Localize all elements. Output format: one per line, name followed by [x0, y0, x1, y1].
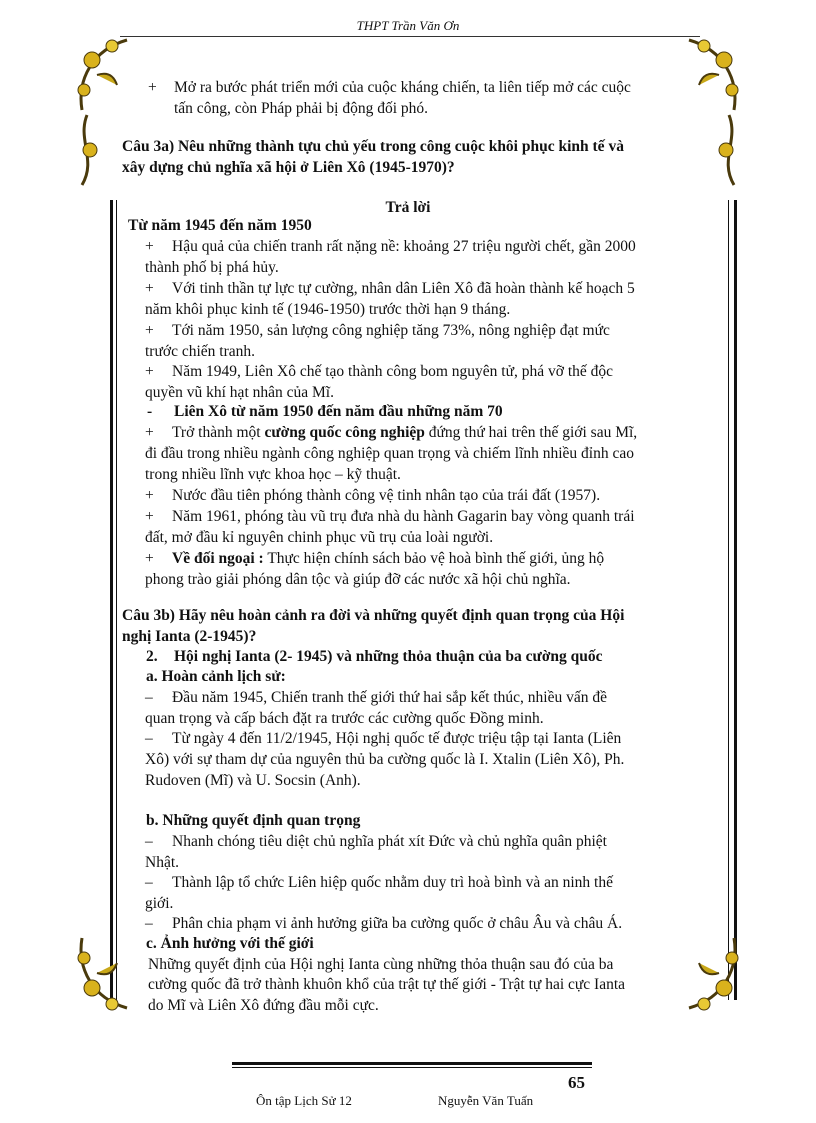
question-3a-line-2: xây dựng chủ nghĩa xã hội ở Liên Xô (1945-1970)? — [122, 159, 455, 176]
bullet-mark: - — [147, 403, 153, 420]
period-2-heading: Liên Xô từ năm 1950 đến năm đầu những năm 70 — [174, 403, 503, 420]
bullet-mark: – — [145, 833, 153, 850]
bullet-mark: – — [145, 689, 153, 706]
list-item-line: Nhanh chóng tiêu diệt chủ nghĩa phát xít Đức và chủ nghĩa quân phiệt — [172, 833, 607, 850]
footer-left-text: Ôn tập Lịch Sử 12 — [256, 1093, 352, 1108]
list-item-line: Nhật. — [145, 854, 180, 871]
bullet-mark: + — [145, 363, 154, 380]
side-ornament-icon — [674, 110, 744, 190]
bullet-mark: + — [145, 550, 154, 567]
text-run: Thực hiện chính sách bảo vệ hoà bình thế giới, ủng hộ — [263, 550, 605, 567]
bullet-mark: + — [145, 238, 154, 255]
list-item-line: Phân chia phạm vi ảnh hưởng giữa ba cường quốc ở châu Âu và châu Á. — [172, 915, 623, 932]
list-item-line: giới. — [145, 895, 174, 912]
bullet-mark: + — [145, 424, 154, 441]
corner-ornament-icon — [674, 30, 744, 120]
yalta-heading: Hội nghị Ianta (2- 1945) và những thỏa thuận của ba cường quốc — [174, 648, 603, 665]
bullet-mark: + — [145, 508, 154, 525]
list-item-line: trong nhiều lĩnh vực khoa học – kỹ thuật. — [145, 466, 401, 483]
bullet-mark: + — [145, 322, 154, 339]
answer-title: Trả lời — [385, 199, 431, 216]
list-item-line: quan trọng và cấp bách đặt ra trước các cường quốc Đồng minh. — [145, 710, 544, 727]
list-item-line: thành phố bị phá hủy. — [145, 259, 279, 276]
heading-number: 2. — [146, 648, 158, 665]
subheading-c: c. Ảnh hưởng với thế giới — [146, 935, 314, 952]
right-border-line — [734, 200, 737, 1000]
list-item-line: năm khôi phục kinh tế (1946-1950) trước thời hạn 9 tháng. — [145, 301, 511, 318]
list-item-line: Nước đầu tiên phóng thành công vệ tinh nhân tạo của trái đất (1957). — [172, 487, 601, 504]
question-3b-line-1: Câu 3b) Hãy nêu hoàn cảnh ra đời và những quyết định quan trọng của Hội — [122, 607, 625, 624]
list-item-line: Xô) với sự tham dự của nguyên thủ ba cường quốc là I. Xtalin (Liên Xô), Ph. — [145, 751, 625, 768]
question-3a-line-1: Câu 3a) Nêu những thành tựu chủ yếu trong công cuộc khôi phục kinh tế và — [122, 138, 624, 155]
page-number: 65 — [568, 1073, 585, 1092]
list-item-line: đất, mở đầu kỉ nguyên chinh phục vũ trụ của loài người. — [145, 529, 494, 546]
list-item-line: Từ ngày 4 đến 11/2/1945, Hội nghị quốc tế được triệu tập tại Ianta (Liên — [172, 730, 622, 747]
subheading-b: b. Những quyết định quan trọng — [146, 812, 361, 829]
header-rule — [120, 36, 700, 37]
corner-ornament-icon — [72, 928, 142, 1018]
question-3b-line-2: nghị Ianta (2-1945)? — [122, 628, 257, 645]
bullet-mark: – — [145, 874, 153, 891]
text-run: đứng thứ hai trên thế giới sau Mĩ, — [424, 424, 638, 441]
subheading-a: a. Hoàn cảnh lịch sử: — [146, 668, 286, 685]
intro-line-1: Mở ra bước phát triển mới của cuộc kháng chiến, ta liên tiếp mở các cuộc — [174, 79, 631, 96]
list-item-line: quyền vũ khí hạt nhân của Mĩ. — [145, 384, 334, 401]
bullet-mark: – — [145, 915, 153, 932]
list-item-line: trước chiến tranh. — [145, 343, 255, 360]
corner-ornament-icon — [674, 928, 744, 1018]
paragraph-line: cường quốc đã trở thành khuôn khổ của trật tự thế giới - Trật tự hai cực Ianta — [148, 976, 626, 993]
paragraph-line: Những quyết định của Hội nghị Ianta cùng những thỏa thuận sau đó của ba — [148, 956, 614, 973]
list-item-line: Thành lập tổ chức Liên hiệp quốc nhằm duy trì hoà bình và an ninh thế — [172, 874, 613, 891]
list-item-line: Rudoven (Mĩ) và U. Socsin (Anh). — [145, 772, 361, 789]
list-item-line: Đầu năm 1945, Chiến tranh thế giới thứ hai sắp kết thúc, nhiều vấn đề — [172, 689, 607, 706]
corner-ornament-icon — [72, 30, 142, 120]
intro-line-2: tấn công, còn Pháp phải bị động đối phó. — [174, 100, 428, 117]
footer-right-text: Nguyễn Văn Tuấn — [438, 1093, 534, 1108]
paragraph-line: do Mĩ và Liên Xô đứng đầu mỗi cực. — [148, 997, 379, 1014]
list-item-line — [172, 549, 604, 570]
text-run: Trở thành một — [172, 424, 265, 441]
footer-rule-thin — [232, 1067, 592, 1068]
footer-rule — [232, 1062, 592, 1065]
bold-term: cường quốc công nghiệp — [264, 424, 425, 441]
bullet-mark: + — [145, 487, 154, 504]
list-item-line: Tới năm 1950, sản lượng công nghiệp tăng 73%, nông nghiệp đạt mức — [172, 322, 610, 339]
list-item-line: Với tinh thần tự lực tự cường, nhân dân Liên Xô đã hoàn thành kế hoạch 5 — [172, 280, 635, 297]
bullet-mark: – — [145, 730, 153, 747]
right-border-line-thin — [728, 200, 729, 1000]
left-border-line — [110, 200, 113, 1000]
list-item-line: phong trào giải phóng dân tộc và giúp đỡ các nước xã hội chủ nghĩa. — [145, 571, 571, 588]
left-border-line-thin — [116, 200, 117, 1000]
header-school-title: THPT Trần Văn Ơn — [356, 18, 460, 33]
bullet-mark: + — [145, 280, 154, 297]
list-item-line: Năm 1961, phóng tàu vũ trụ đưa nhà du hành Gagarin bay vòng quanh trái — [172, 508, 635, 525]
bold-term: Về đối ngoại : — [172, 550, 264, 567]
intro-bullet-mark: + — [148, 79, 157, 96]
period-1-heading: Từ năm 1945 đến năm 1950 — [128, 217, 312, 234]
list-item-line: đi đầu trong nhiều ngành công nghiệp quan trọng và chiếm lĩnh nhiều đỉnh cao — [145, 445, 634, 462]
list-item-line — [172, 423, 637, 444]
list-item-line: Năm 1949, Liên Xô chế tạo thành công bom nguyên tử, phá vỡ thế độc — [172, 363, 614, 380]
list-item-line: Hậu quả của chiến tranh rất nặng nề: khoảng 27 triệu người chết, gần 2000 — [172, 238, 636, 255]
